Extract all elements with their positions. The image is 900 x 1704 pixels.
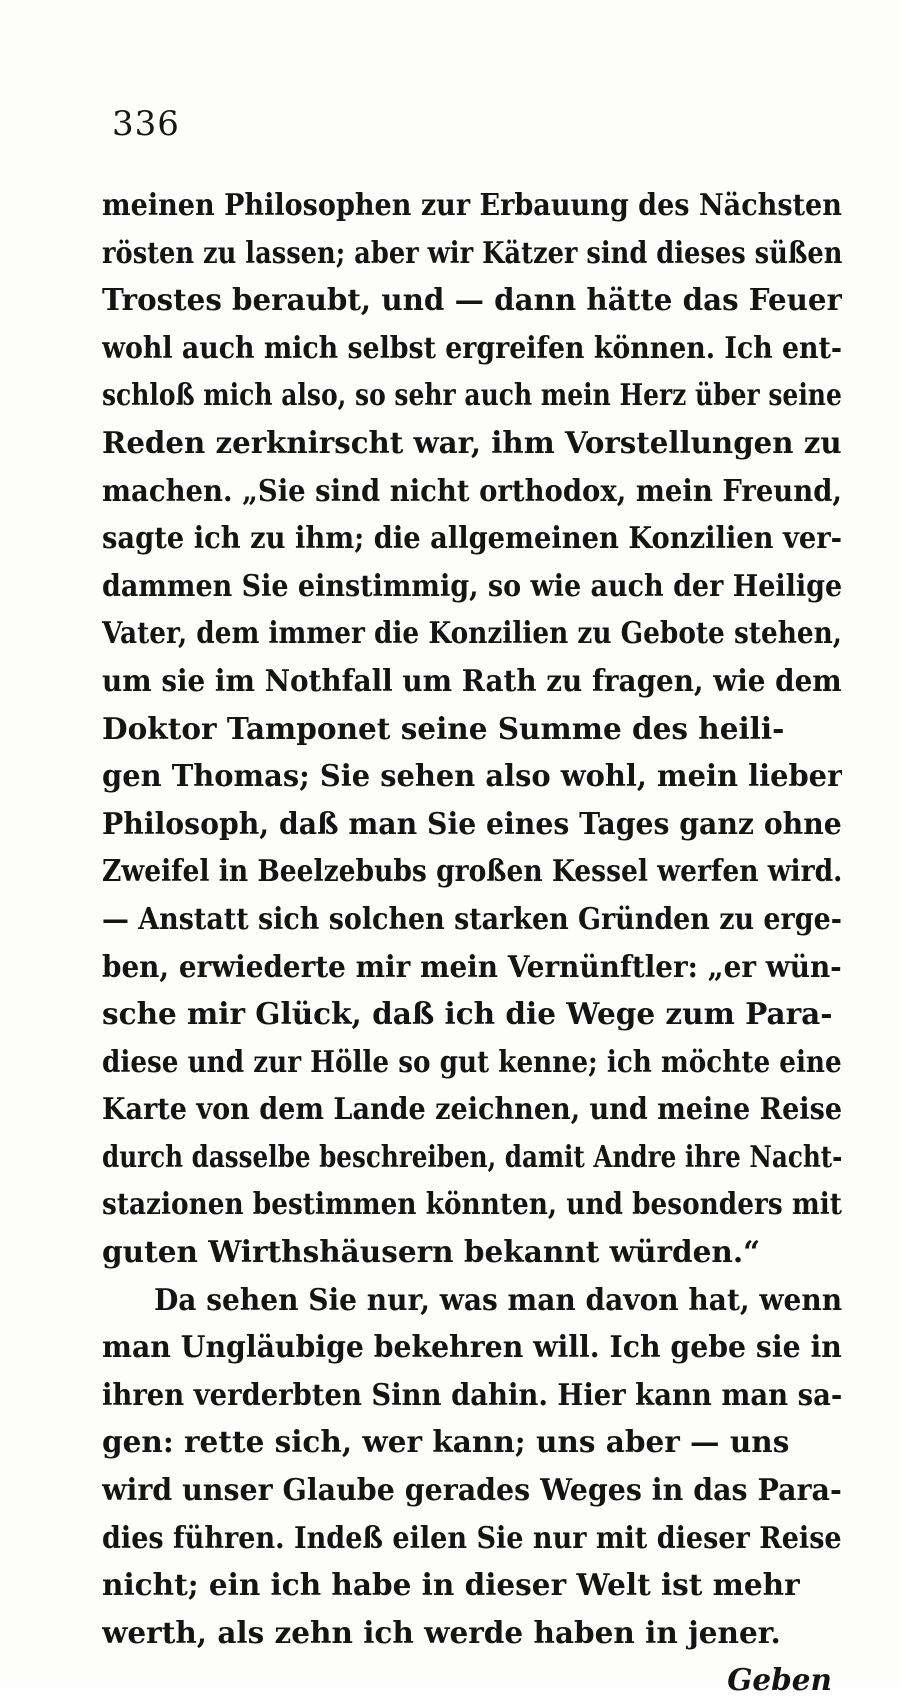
text-line: diese und zur Hölle so gut kenne; ich möchte eine — [102, 1043, 842, 1079]
text-line: sche mir Glück, daß ich die Wege zum Para- — [102, 996, 833, 1032]
text-line: Philosoph, daß man Sie eines Tages ganz ohne — [102, 805, 842, 841]
body-text — [102, 181, 842, 1704]
text-line: stazionen bestimmen könnten, und besonders mit — [102, 1186, 842, 1222]
text-line: man Ungläubige bekehren will. Ich gebe sie in — [102, 1329, 842, 1365]
text-line: Da sehen Sie nur, was man davon hat, wenn — [154, 1281, 842, 1317]
text-line: Zweifel in Beelzebubs großen Kessel werfen wird. — [102, 853, 842, 889]
page-number: 336 — [112, 104, 180, 144]
text-line: ihren verderbten Sinn dahin. Hier kann man sa- — [102, 1376, 842, 1412]
catchword: Geben — [727, 1662, 832, 1698]
text-line: dies führen. Indeß eilen Sie nur mit dieser Reise — [102, 1519, 842, 1555]
text-line: Trostes beraubt, und — dann hätte das Feuer — [102, 282, 842, 318]
text-line: gen: rette sich, wer kann; uns aber — uns — [102, 1424, 790, 1460]
text-line: meinen Philosophen zur Erbauung des Nächsten — [102, 187, 842, 222]
text-line: sagte ich zu ihm; die allgemeinen Konzilien ver- — [102, 520, 842, 556]
text-line: gen Thomas; Sie sehen also wohl, mein lieber — [102, 758, 842, 794]
text-line: ben, erwiederte mir mein Vernünftler: „er wün- — [102, 948, 842, 984]
text-line: Vater, dem immer die Konzilien zu Gebote stehen, — [102, 615, 842, 651]
text-line: wohl auch mich selbst ergreifen können. Ich ent- — [102, 329, 842, 365]
text-line: Reden zerknirscht war, ihm Vorstellungen zu — [102, 424, 842, 460]
text-line: Doktor Tamponet seine Summe des heili- — [102, 710, 785, 746]
text-line: — Anstatt sich solchen starken Gründen zu erge- — [102, 900, 842, 936]
text-line: werth, als zehn ich werde haben in jener. — [102, 1614, 781, 1650]
text-line: rösten zu lassen; aber wir Kätzer sind dieses süßen — [102, 234, 842, 270]
text-line: durch dasselbe beschreiben, damit Andre ihre Nacht- — [102, 1138, 842, 1174]
text-line: guten Wirthshäusern bekannt würden.“ — [102, 1234, 761, 1270]
text-line: um sie im Nothfall um Rath zu fragen, wie dem — [102, 662, 842, 698]
text-line: dammen Sie einstimmig, so wie auch der Heilige — [102, 567, 842, 603]
text-line: Karte von dem Lande zeichnen, und meine Reise — [102, 1091, 842, 1127]
text-line: nicht; ein ich habe in dieser Welt ist mehr — [102, 1567, 800, 1603]
text-line: wird unser Glaube gerades Weges in das Para- — [102, 1472, 842, 1508]
text-line: schloß mich also, so sehr auch mein Herz über seine — [102, 377, 842, 413]
text-line: machen. „Sie sind nicht orthodox, mein Freund, — [102, 472, 842, 508]
